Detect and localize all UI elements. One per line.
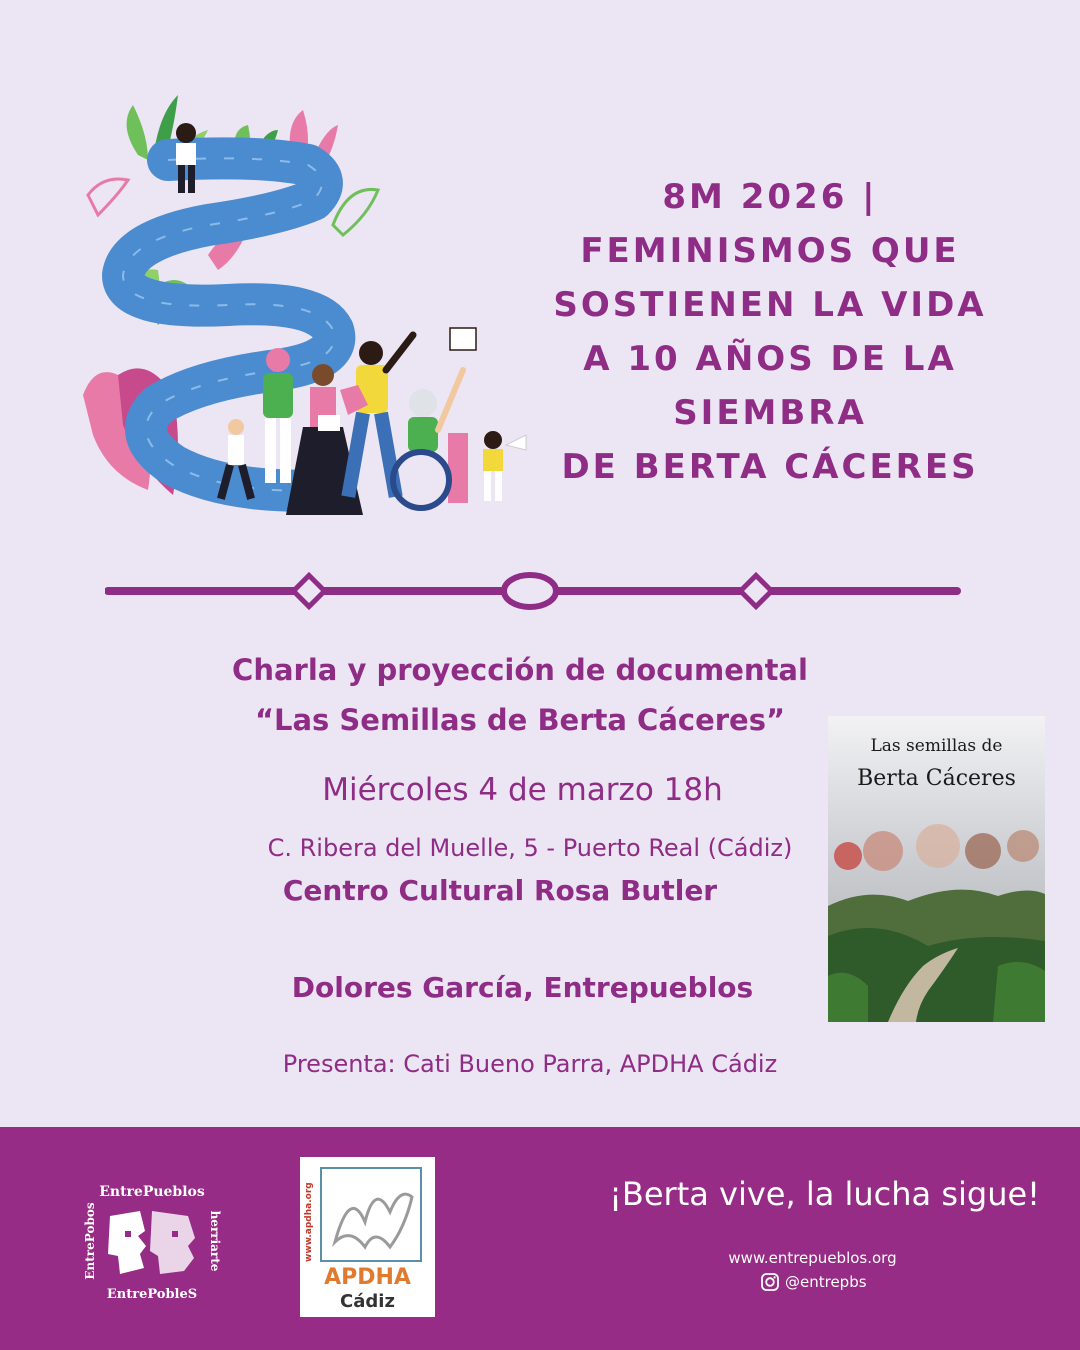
title-line: FEMINISMOS QUE bbox=[580, 231, 960, 271]
title-line: 8M 2026 | bbox=[662, 177, 878, 217]
logo-text-left: EntrePobos bbox=[83, 1202, 97, 1280]
community-river-illustration bbox=[78, 85, 548, 530]
documentary-poster bbox=[828, 716, 1045, 1022]
title-line: SOSTIENEN LA VIDA bbox=[553, 285, 987, 325]
decorative-divider bbox=[105, 566, 963, 616]
logo-text-bottom: EntrePobleS bbox=[106, 1287, 198, 1302]
apdha-emblem bbox=[320, 1167, 422, 1262]
poster-title-line1: Las semillas de bbox=[870, 736, 1003, 756]
apdha-url: www.apdha.org bbox=[304, 1182, 314, 1262]
website-link[interactable]: www.entrepueblos.org bbox=[728, 1249, 897, 1267]
instagram-icon bbox=[760, 1272, 780, 1292]
instagram-link[interactable] bbox=[760, 1272, 920, 1292]
logo-text-right: herriarte bbox=[208, 1210, 222, 1272]
event-address: C. Ribera del Muelle, 5 - Puerto Real (Cádiz) bbox=[267, 834, 793, 862]
talk-heading bbox=[190, 645, 850, 745]
apdha-name: APDHA bbox=[324, 1265, 411, 1290]
title-line: DE BERTA CÁCERES bbox=[561, 447, 979, 487]
poster-title-line2: Berta Cáceres bbox=[857, 766, 1016, 791]
event-title bbox=[490, 170, 1050, 494]
event-speaker: Dolores García, Entrepueblos bbox=[291, 971, 754, 1004]
instagram-handle: @entrepbs bbox=[785, 1273, 867, 1291]
entrepueblos-logo bbox=[80, 1176, 225, 1306]
talk-title: Charla y proyección de documental bbox=[232, 653, 808, 687]
person-top bbox=[176, 123, 196, 193]
apdha-city: Cádiz bbox=[340, 1291, 395, 1312]
slogan: ¡Berta vive, la lucha sigue! bbox=[609, 1175, 1040, 1213]
event-date: Miércoles 4 de marzo 18h bbox=[322, 772, 723, 808]
documentary-title: “Las Semillas de Berta Cáceres” bbox=[254, 703, 786, 737]
event-venue: Centro Cultural Rosa Butler bbox=[282, 874, 718, 907]
logo-text-top: EntrePueblos bbox=[99, 1184, 205, 1200]
apdha-logo bbox=[300, 1157, 435, 1317]
event-presenter: Presenta: Cati Bueno Parra, APDHA Cádiz bbox=[282, 1050, 778, 1078]
poster-image bbox=[828, 716, 1045, 1022]
title-line: A 10 AÑOS DE LA SIEMBRA bbox=[583, 339, 957, 433]
